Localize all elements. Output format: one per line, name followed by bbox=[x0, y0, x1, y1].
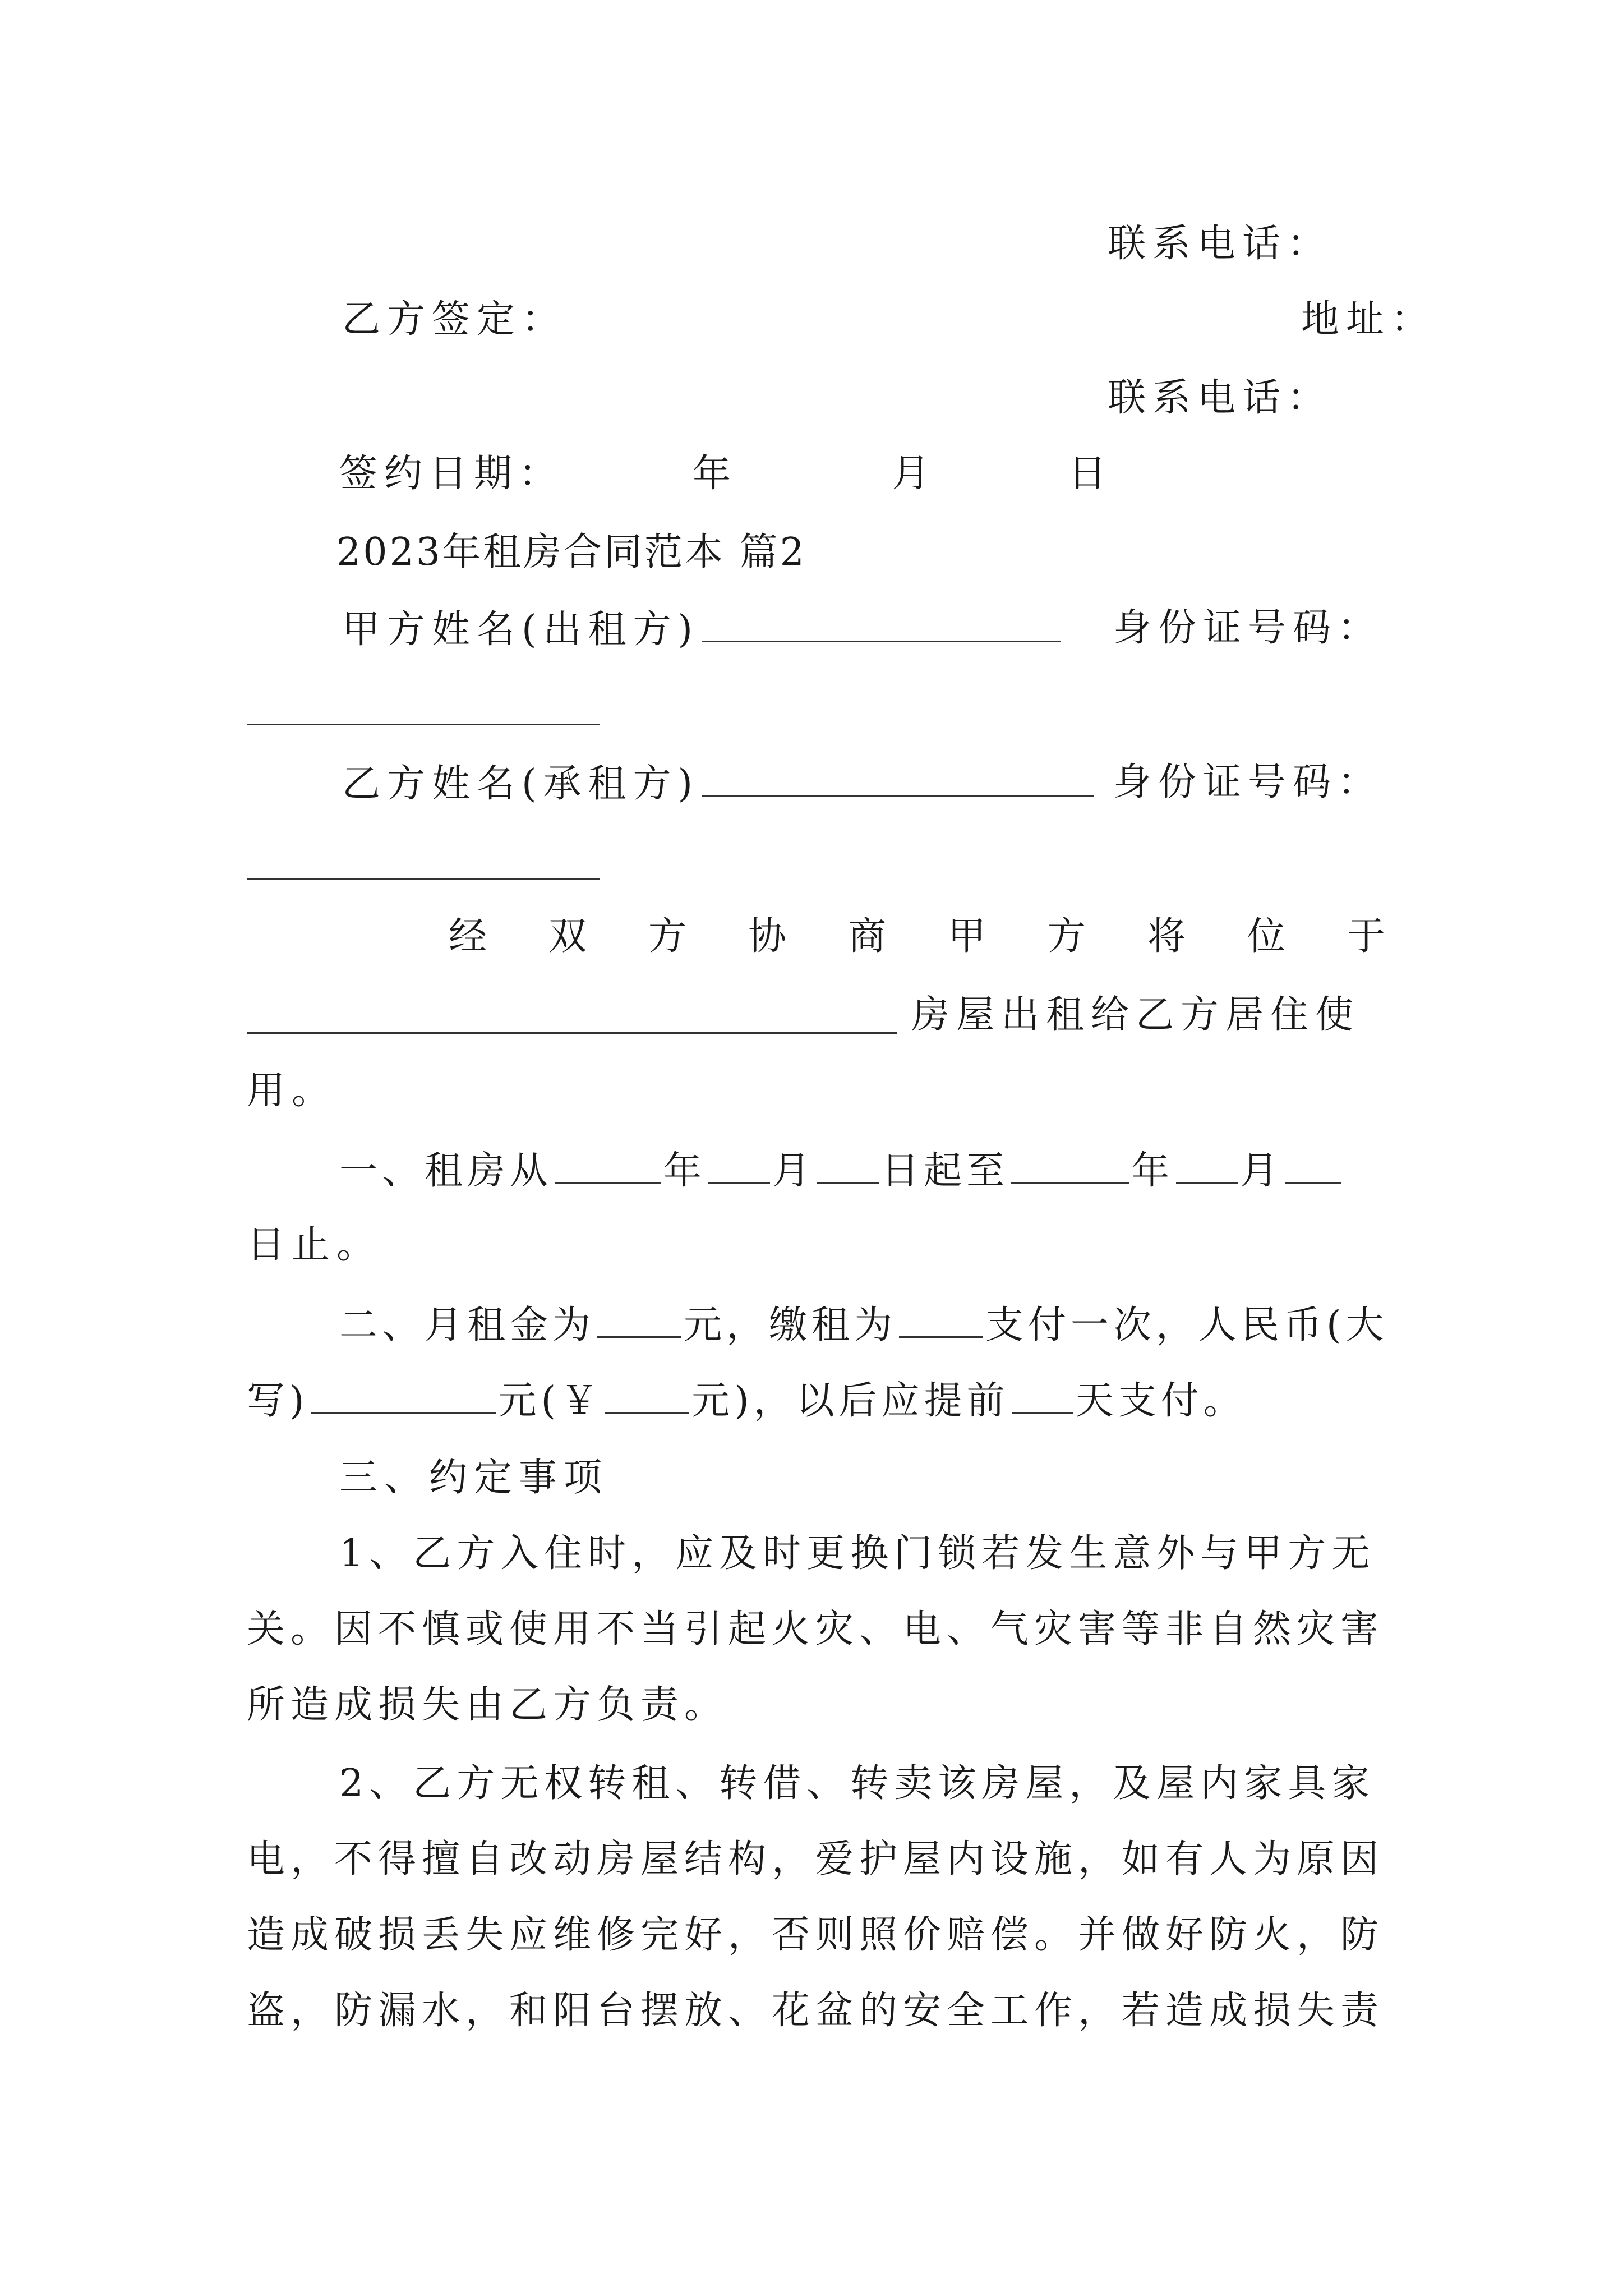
clause2-write: 写) bbox=[247, 1379, 309, 1423]
property-address-blank bbox=[247, 1032, 897, 1034]
monthly-rent-blank bbox=[597, 1301, 681, 1338]
contact-phone-label-2: 联系电话： bbox=[1108, 376, 1332, 420]
party-a-line bbox=[342, 606, 1063, 652]
agreement-char: 经 bbox=[449, 914, 487, 959]
id-number-label-1: 身份证号码： bbox=[1113, 606, 1383, 650]
sign-date-year: 年 bbox=[693, 452, 738, 496]
amount-number-blank bbox=[605, 1377, 689, 1414]
clause2-prefix: 二、月租金为 bbox=[339, 1303, 596, 1347]
party-b-id-blank bbox=[247, 878, 600, 880]
agreement-spread-line bbox=[449, 914, 1385, 959]
clause1-prefix: 一、租房从 bbox=[339, 1149, 553, 1193]
clause1-month1: 月 bbox=[772, 1149, 815, 1193]
agreement-char: 商 bbox=[847, 914, 886, 959]
agreement-char: 位 bbox=[1247, 914, 1285, 959]
party-a-id-blank bbox=[247, 724, 600, 725]
party-b-signed-label: 乙方签定： bbox=[342, 297, 567, 342]
sign-date-day: 日 bbox=[1068, 452, 1114, 496]
party-a-name-blank bbox=[702, 606, 1061, 642]
agreement-char: 于 bbox=[1347, 914, 1385, 959]
clause2-yuan-after: 元)，以后应提前 bbox=[691, 1379, 1009, 1423]
end-day-blank bbox=[1285, 1147, 1341, 1184]
item1-line3: 所造成损失由乙方负责。 bbox=[247, 1683, 728, 1727]
start-day-blank bbox=[817, 1147, 879, 1184]
agreement-char: 协 bbox=[748, 914, 786, 959]
agreement-char: 双 bbox=[548, 914, 587, 959]
id-number-label-2: 身份证号码： bbox=[1113, 760, 1383, 804]
pay-period-blank bbox=[899, 1301, 983, 1338]
item2-line4: 盗，防漏水，和阳台摆放、花盆的安全工作，若造成损失责 bbox=[247, 1989, 1385, 2033]
section-title: 2023年租房合同范本 篇2 bbox=[336, 530, 806, 574]
end-month-blank bbox=[1176, 1147, 1238, 1184]
clause1-end: 日止。 bbox=[247, 1223, 382, 1267]
sign-date-month: 月 bbox=[892, 452, 937, 496]
clause2-pay-once: 支付一次，人民币(大 bbox=[985, 1303, 1389, 1347]
item2-line1: 2、乙方无权转租、转借、转卖该房屋，及屋内家具家 bbox=[339, 1761, 1376, 1806]
clause3-title: 三、约定事项 bbox=[339, 1456, 609, 1500]
clause1-line bbox=[339, 1147, 1343, 1194]
clause2-yuan-pay: 元，缴租为 bbox=[684, 1303, 897, 1347]
party-a-name-label: 甲方姓名(出租方) bbox=[342, 608, 700, 652]
clause2-line2 bbox=[247, 1377, 1246, 1424]
end-year-blank bbox=[1011, 1147, 1129, 1184]
agreement-char: 甲 bbox=[947, 914, 986, 959]
clause1-year1: 年 bbox=[663, 1149, 707, 1193]
start-month-blank bbox=[708, 1147, 770, 1184]
party-b-name-label: 乙方姓名(承租方) bbox=[342, 762, 700, 806]
agreement-tail: 房屋出租给乙方居住使 bbox=[911, 993, 1361, 1037]
address-label: 地址： bbox=[1301, 297, 1436, 342]
amount-words-blank bbox=[311, 1377, 496, 1414]
party-b-name-blank bbox=[702, 760, 1094, 797]
agreement-char: 方 bbox=[648, 914, 686, 959]
clause2-days-pay: 天支付。 bbox=[1075, 1379, 1246, 1423]
agreement-end: 用。 bbox=[247, 1069, 337, 1113]
sign-date-label: 签约日期： bbox=[339, 452, 564, 496]
item1-line2: 关。因不慎或使用不当引起火灾、电、气灾害等非自然灾害 bbox=[247, 1607, 1385, 1651]
item2-line2: 电，不得擅自改动房屋结构，爱护屋内设施，如有人为原因 bbox=[247, 1837, 1385, 1881]
item1-line1: 1、乙方入住时，应及时更换门锁若发生意外与甲方无 bbox=[339, 1531, 1376, 1576]
agreement-char: 将 bbox=[1147, 914, 1186, 959]
item2-line3: 造成破损丢失应维修完好，否则照价赔偿。并做好防火，防 bbox=[247, 1913, 1385, 1957]
clause1-year2: 年 bbox=[1131, 1149, 1174, 1193]
clause1-month2: 月 bbox=[1240, 1149, 1283, 1193]
agreement-char: 方 bbox=[1047, 914, 1086, 959]
start-year-blank bbox=[555, 1147, 661, 1184]
clause1-day-from: 日起至 bbox=[881, 1149, 1009, 1193]
party-b-line bbox=[342, 760, 1096, 807]
clause2-yuan-yen: 元(￥ bbox=[498, 1379, 603, 1423]
clause2-line1 bbox=[339, 1301, 1389, 1348]
contact-phone-label-1: 联系电话： bbox=[1108, 222, 1332, 266]
days-ahead-blank bbox=[1012, 1377, 1073, 1414]
